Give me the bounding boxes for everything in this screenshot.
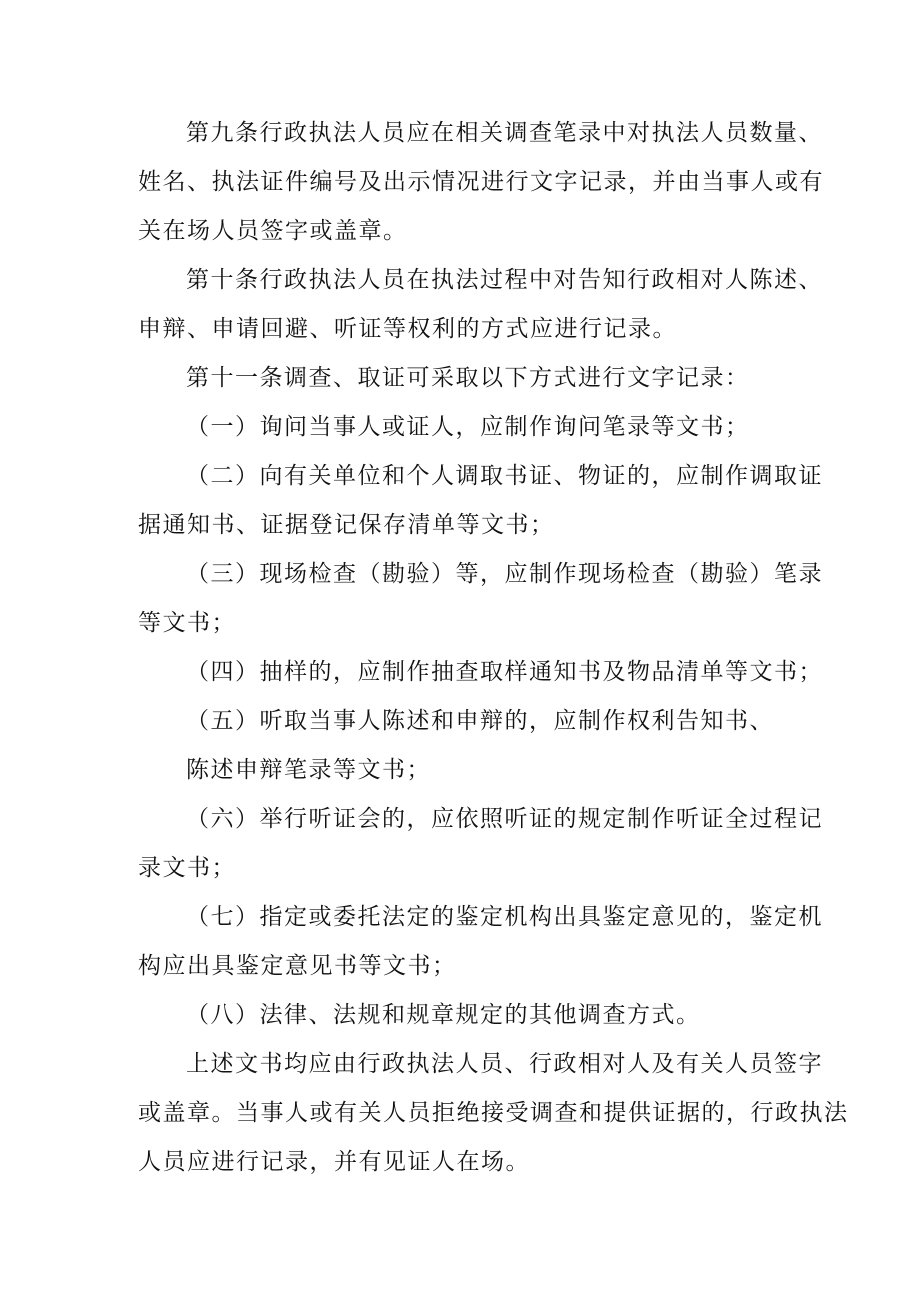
item-3-line-1: （三）现场检查（勘验）等，应制作现场检查（勘验）笔录 (186, 561, 823, 587)
item-2-line-2: 据通知书、证据登记保存清单等文书； (138, 512, 555, 538)
item-2-line-1: （二）向有关单位和个人调取书证、物证的，应制作调取证 (186, 463, 823, 489)
closing-line-2: 或盖章。当事人或有关人员拒绝接受调查和提供证据的，行政执法 (138, 1100, 849, 1126)
item-6-line-2: 录文书； (138, 855, 236, 881)
article-9-line-3: 关在场人员签字或盖章。 (138, 218, 408, 244)
article-9-line-2: 姓名、执法证件编号及出示情况进行文字记录，并由当事人或有 (138, 169, 824, 195)
item-8-line-1: （八）法律、法规和规章规定的其他调查方式。 (186, 1002, 701, 1028)
closing-line-3: 人员应进行记录，并有见证人在场。 (138, 1149, 530, 1175)
item-3-line-2: 等文书； (138, 610, 236, 636)
article-10-line-2: 申辩、申请回避、听证等权利的方式应进行记录。 (138, 316, 677, 342)
item-5-line-2: 陈述申辩笔录等文书； (186, 757, 431, 783)
item-6-line-1: （六）举行听证会的，应依照听证的规定制作听证全过程记 (186, 806, 823, 832)
item-7-line-1: （七）指定或委托法定的鉴定机构出具鉴定意见的，鉴定机 (186, 904, 823, 930)
item-1-line-1: （一）询问当事人或证人，应制作询问笔录等文书； (186, 414, 750, 440)
item-5-line-1: （五）听取当事人陈述和申辩的，应制作权利告知书、 (186, 708, 774, 734)
article-9-line-1: 第九条行政执法人员应在相关调查笔录中对执法人员数量、 (186, 120, 823, 146)
item-7-line-2: 构应出具鉴定意见书等文书； (138, 953, 457, 979)
article-11-heading: 第十一条调查、取证可采取以下方式进行文字记录： (186, 365, 750, 391)
item-4-line-1: （四）抽样的，应制作抽查取样通知书及物品清单等文书； (186, 659, 823, 685)
article-10-line-1: 第十条行政执法人员在执法过程中对告知行政相对人陈述、 (186, 267, 823, 293)
closing-line-1: 上述文书均应由行政执法人员、行政相对人及有关人员签字 (186, 1051, 823, 1077)
